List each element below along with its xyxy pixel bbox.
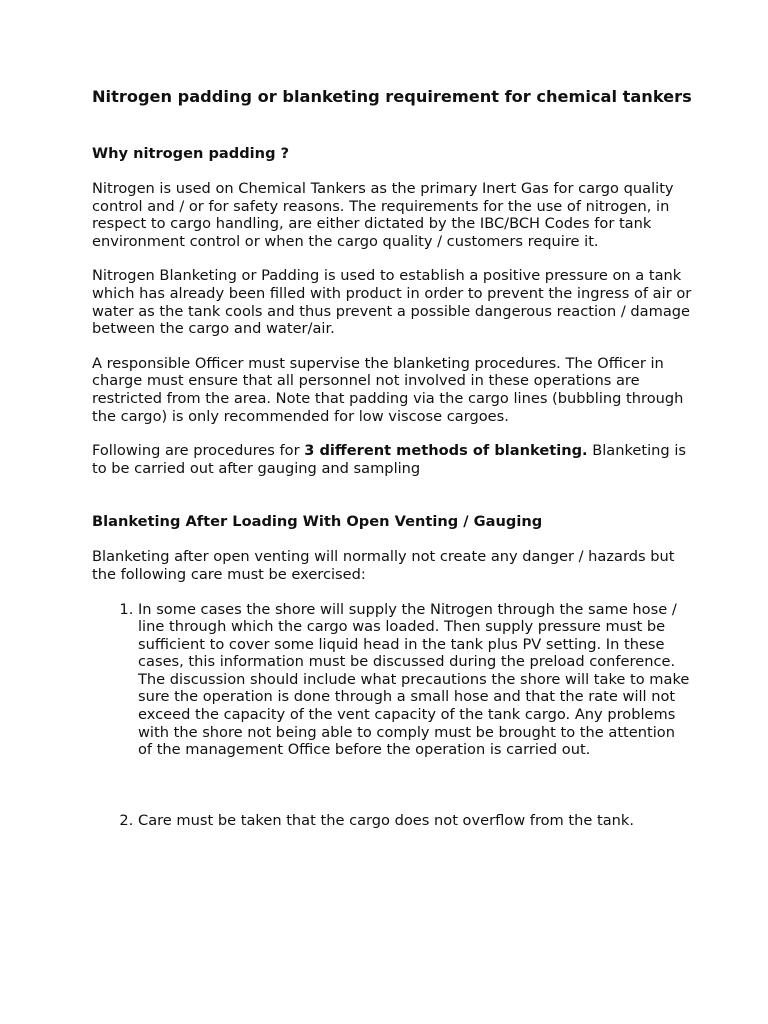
paragraph-nitrogen-use: Nitrogen is used on Chemical Tankers as the primary Inert Gas for cargo quality control and / or for safety reasons. The requirements for the use of nitrogen, in respect to cargo handling, are either dictated by the IBC/BCH Codes for tank environment control or when the cargo quality / customers require it. (92, 180, 674, 250)
paragraph-blanketing-purpose: Nitrogen Blanketing or Padding is used to establish a positive pressure on a tank which has already been filled with product in order to prevent the ingress of air or water as the tank cools and thus prevent a possible dangerous reaction / damage between the cargo and water/air. (92, 267, 692, 338)
document-title: Nitrogen padding or blanketing requirement for chemical tankers (92, 87, 692, 106)
list-item: 1. In some cases the shore will supply the Nitrogen through the same hose / line through which the cargo was loaded. Then supply pressure must be sufficient to cover some liquid head in the tank plus PV setting. In these cases, this information must be discussed during the preload conference. The discussion should include what precautions the shore will take to make sure the operation is done through a small hose and that the rate will not exceed the capacity of the vent capacity of the tank cargo. Any problems with the shore not being able to comply must be brought to the attention of the management Office before the operation is carried out. (138, 601, 692, 759)
care-list (92, 601, 692, 830)
methods-suffix: Blanketing is to be carried out after gauging and sampling (92, 442, 686, 477)
paragraph-open-venting-intro: Blanketing after open venting will normally not create any danger / hazards but the following care must be exercised: (92, 548, 675, 583)
methods-bold: 3 different methods of blanketing. (304, 442, 588, 460)
document-page (92, 86, 692, 829)
list-item: 2. Care must be taken that the cargo does not overflow from the tank. (138, 812, 692, 830)
paragraph-responsible-officer: A responsible Officer must supervise the blanketing procedures. The Officer in charge must ensure that all personnel not involved in these operations are restricted from the area. Note that padding via the cargo lines (bubbling through the cargo) is only recommended for low viscose cargoes. (92, 354, 684, 425)
paragraph-methods (92, 442, 692, 477)
section-heading-why-nitrogen: Why nitrogen padding ? (92, 145, 290, 162)
section-heading-open-venting: Blanketing After Loading With Open Venting / Gauging (92, 513, 543, 531)
methods-prefix: Following are procedures for (92, 442, 305, 460)
